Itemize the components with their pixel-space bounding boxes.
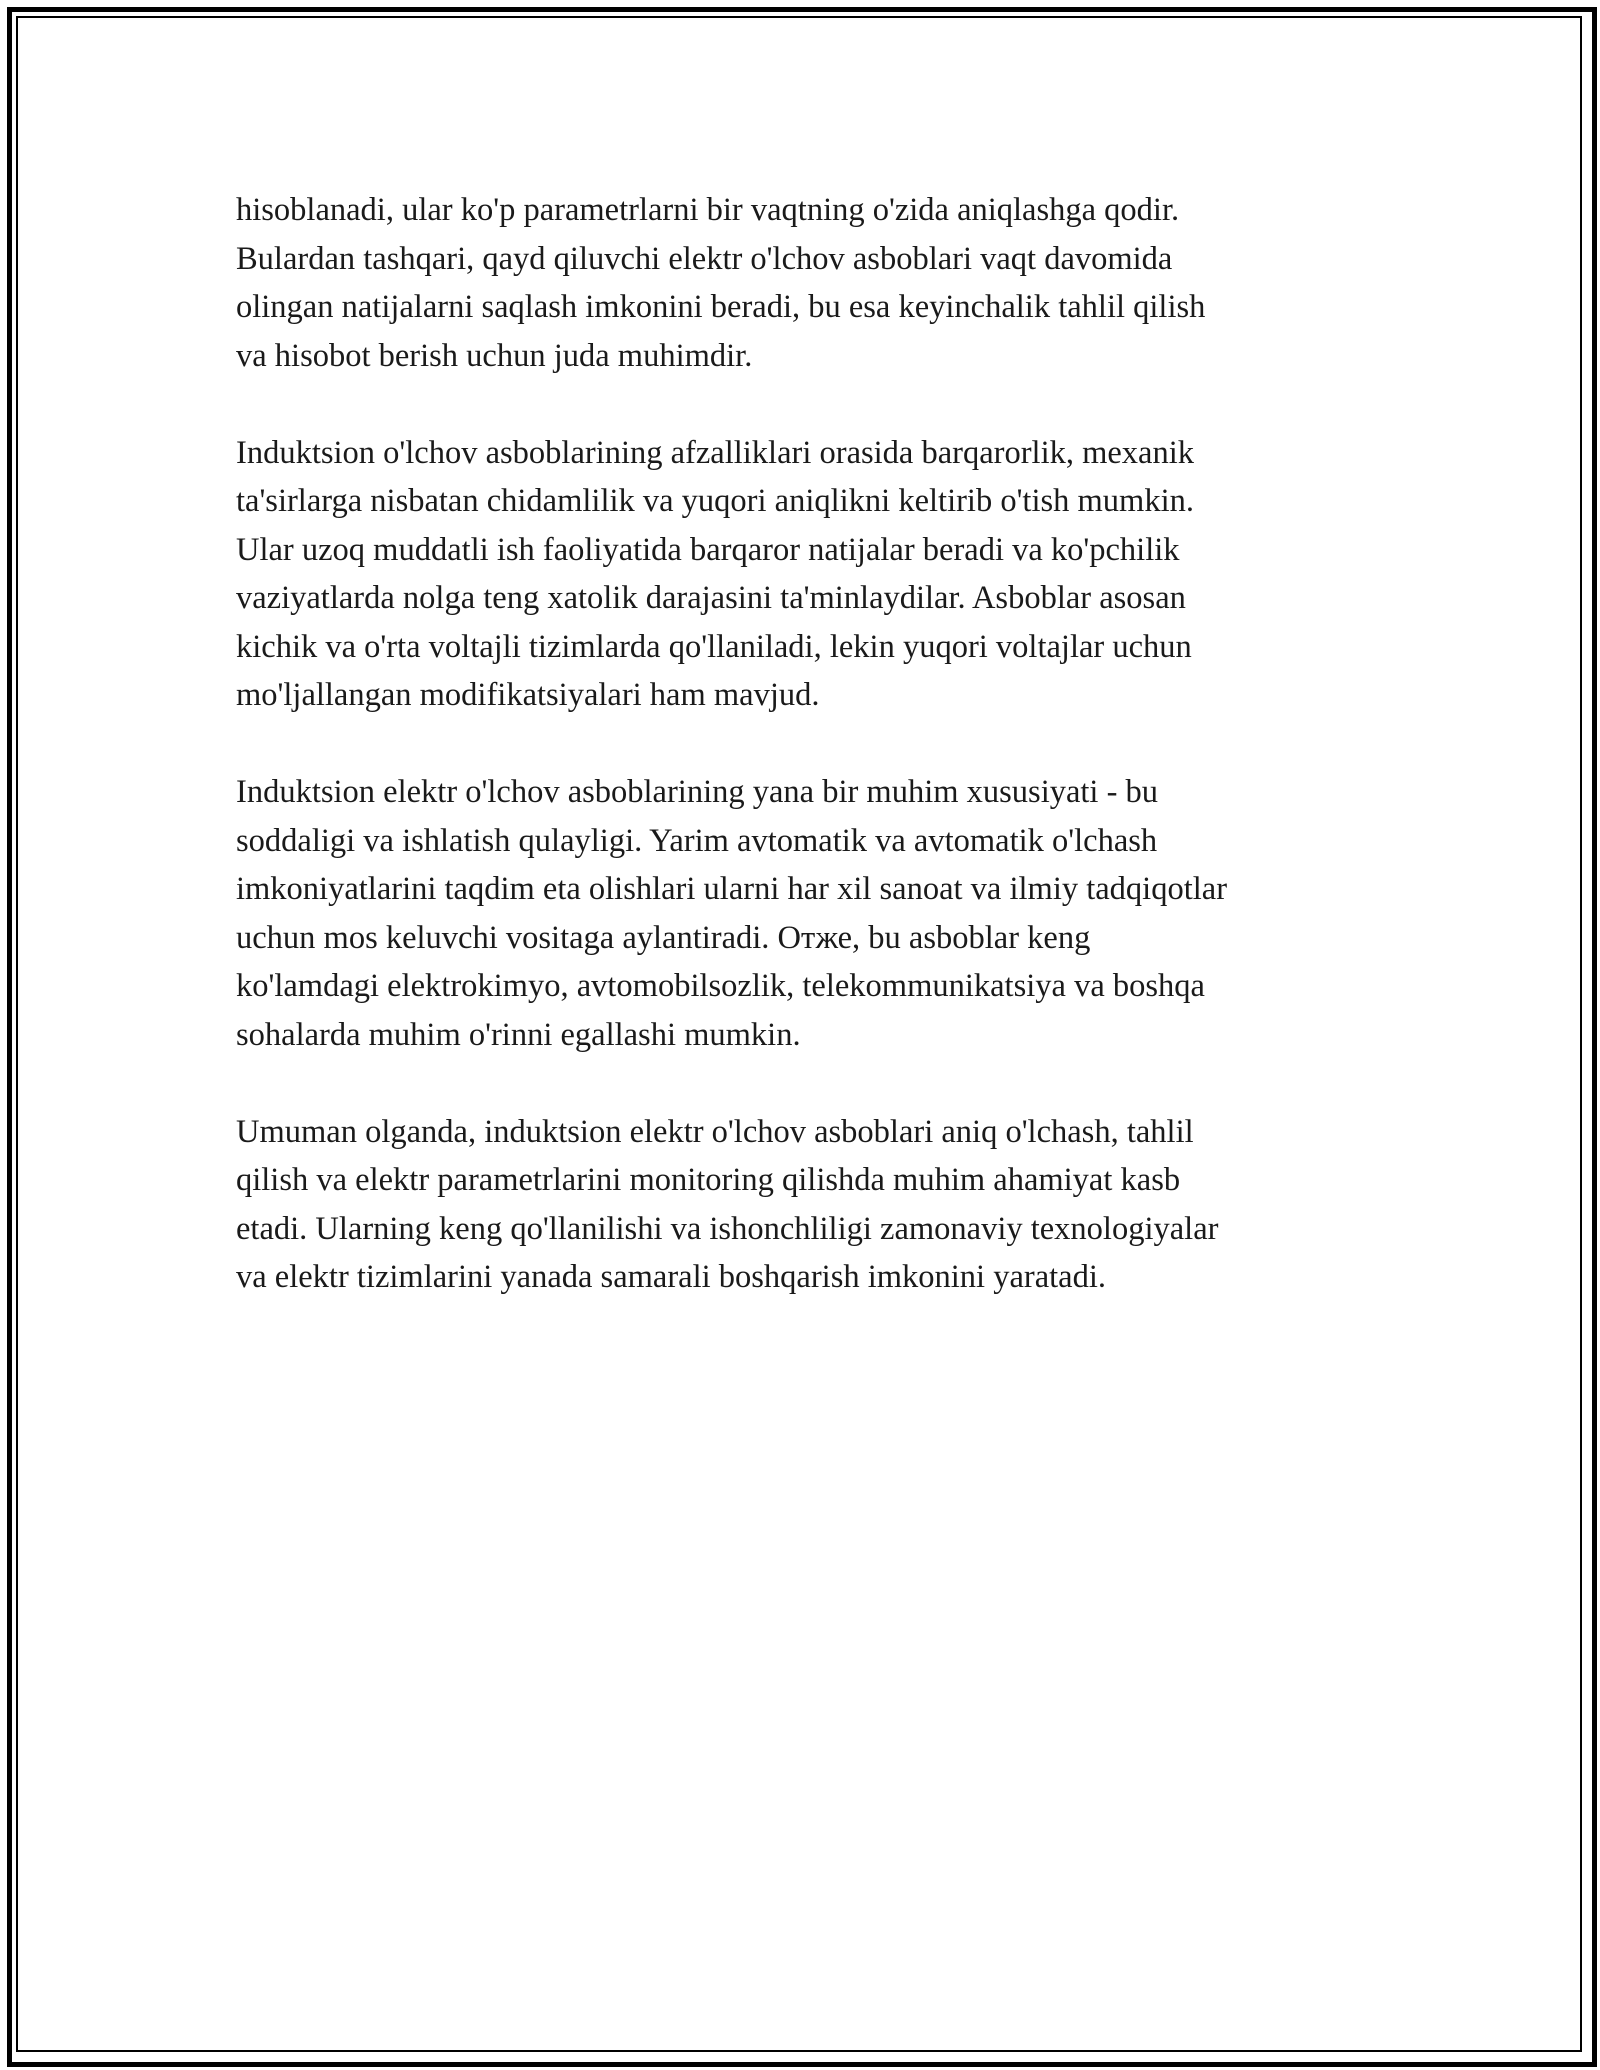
text-line: Bulardan tashqari, qayd qiluvchi elektr o'lchov asboblari vaqt davomida [236,240,1173,277]
text-line: hisoblanadi, ular ko'p parametrlarni bir vaqtning o'zida aniqlashga qodir. [236,192,1180,228]
text-line: uchun mos keluvchi vositaga aylantiradi. Отже, bu asboblar keng [236,919,1091,956]
text-line: Induktsion elektr o'lchov asboblarining yana bir muhim xususiyati - bu [236,774,1159,810]
text-line: etadi. Ularning keng qo'llanilishi va ishonchliligi zamonaviy texnologiyalar [236,1210,1219,1247]
text-line: Ular uzoq muddatli ish faoliyatida barqaror natijalar beradi va ko'pchilik [236,531,1180,568]
text-line: ko'lamdagi elektrokimyo, avtomobilsozlik, telekommunikatsiya va boshqa [236,968,1205,1004]
text-line: imkoniyatlarini taqdim eta olishlari ularni har xil sanoat va ilmiy tadqiqotlar [236,871,1228,907]
text-line: Umuman olganda, induktsion elektr o'lchov asboblari aniq o'lchash, tahlil [236,1113,1194,1150]
text-line: va elektr tizimlarini yanada samarali boshqarish imkonini yaratadi. [236,1259,1106,1295]
text-line: olingan natijalarni saqlash imkonini beradi, bu esa keyinchalik tahlil qilish [236,289,1206,325]
text-line: kichik va o'rta voltajli tizimlarda qo'llaniladi, lekin yuqori voltajlar uchun [236,628,1192,665]
text-line: soddaligi va ishlatish qulayligi. Yarim avtomatik va avtomatik o'lchash [236,822,1158,859]
document-body [236,186,1386,1350]
text-line: ta'sirlarga nisbatan chidamlilik va yuqori aniqlikni keltirib o'tish mumkin. [236,483,1194,519]
paragraph-2 [236,429,1386,720]
paragraph-1 [236,186,1386,380]
paragraph-4 [236,1108,1386,1302]
text-line: Induktsion o'lchov asboblarining afzalliklari orasida barqarorlik, mexanik [236,434,1195,471]
text-line: mo'ljallangan modifikatsiyalari ham mavjud. [236,677,820,713]
text-line: vaziyatlarda nolga teng xatolik darajasini ta'minlaydilar. Asboblar asosan [236,580,1186,616]
text-line: qilish va elektr parametrlarini monitoring qilishda muhim ahamiyat kasb [236,1162,1181,1198]
text-line: va hisobot berish uchun juda muhimdir. [236,337,753,374]
paragraph-3 [236,768,1386,1059]
text-line: sohalarda muhim o'rinni egallashi mumkin. [236,1016,801,1053]
